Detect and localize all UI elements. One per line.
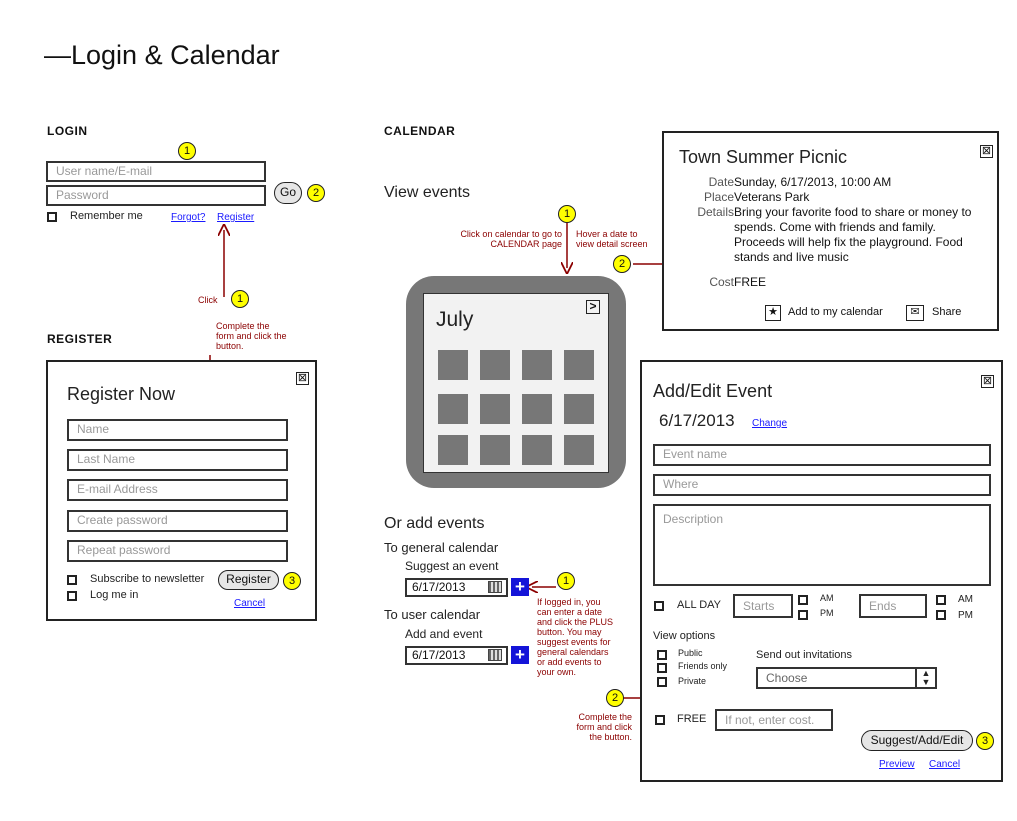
change-date-link[interactable]: Change [752, 418, 788, 429]
calendar-day-cell[interactable] [564, 350, 594, 380]
subscribe-checkbox[interactable] [67, 575, 77, 585]
email-input[interactable]: E-mail Address [67, 479, 288, 501]
view-events-heading: View events [384, 184, 470, 201]
register-close-icon[interactable]: ⊠ [297, 372, 308, 384]
register-title: Register Now [67, 384, 176, 404]
register-panel [46, 360, 317, 621]
add-edit-close-icon[interactable]: ⊠ [982, 375, 993, 387]
login-badge-2: 2 [307, 184, 325, 202]
name-input[interactable]: Name [67, 419, 288, 441]
subscribe-label: Subscribe to newsletter [90, 573, 205, 585]
submit-badge: 3 [976, 732, 994, 750]
password-input[interactable]: Password [46, 185, 266, 206]
calendar-day-cell[interactable] [438, 350, 468, 380]
add-event-label: Add and event [405, 627, 483, 641]
register-section-label: REGISTER [47, 332, 113, 346]
add-edit-title: Add/Edit Event [653, 381, 773, 401]
calendar-month: July [436, 308, 474, 331]
log-me-in-checkbox[interactable] [67, 591, 77, 601]
cost-label: Cost [709, 275, 734, 289]
calendar-day-cell[interactable] [564, 394, 594, 424]
login-badge-1: 1 [178, 142, 196, 160]
hover-note: Hover a date to view detail screen [576, 229, 648, 249]
details-label: Details [697, 205, 734, 219]
private-checkbox[interactable] [657, 677, 667, 687]
calendar-click-note: Click on calendar to go to CALENDAR page [460, 229, 562, 249]
register-cancel-link[interactable]: Cancel [234, 598, 266, 609]
envelope-icon[interactable]: ✉ [906, 305, 924, 321]
log-me-in-label: Log me in [90, 589, 139, 601]
details-value: Bring your favorite food to share or money to spends. Come with friends and family. Proceeds will help fix the playground. Food stands and live music [734, 205, 972, 264]
suggest-add-edit-button[interactable]: Suggest/Add/Edit [861, 730, 973, 751]
share-label[interactable]: Share [932, 306, 962, 318]
calendar-picker-icon[interactable] [488, 649, 502, 661]
start-pm-label: PM [820, 608, 834, 618]
event-date: 6/17/2013 [659, 411, 735, 430]
cost-input[interactable]: If not, enter cost. [715, 709, 833, 731]
send-invitations-label: Send out invitations [756, 649, 853, 661]
free-label: FREE [677, 713, 707, 725]
where-input[interactable]: Where [653, 474, 991, 496]
end-pm-label: PM [958, 610, 973, 621]
register-button[interactable]: Register [218, 570, 279, 590]
user-date-input[interactable]: 6/17/2013 [405, 646, 508, 665]
calendar-section-label: CALENDAR [384, 124, 456, 138]
plus-badge: 1 [557, 572, 575, 590]
register-link[interactable]: Register [217, 212, 255, 223]
page-title: —Login & Calendar [44, 40, 280, 70]
calendar-day-cell[interactable] [522, 350, 552, 380]
calendar-day-cell[interactable] [522, 394, 552, 424]
calendar-day-cell[interactable] [480, 394, 510, 424]
go-button[interactable]: Go [274, 182, 302, 204]
event-close-icon[interactable]: ⊠ [981, 145, 992, 157]
or-add-events-heading: Or add events [384, 515, 485, 532]
event-title: Town Summer Picnic [679, 147, 848, 167]
click-badge: 1 [231, 290, 249, 308]
suggest-date-input[interactable]: 6/17/2013 [405, 578, 508, 597]
invitations-select[interactable] [756, 667, 937, 689]
calendar-badge-1: 1 [558, 205, 576, 223]
calendar-day-cell[interactable] [438, 435, 468, 465]
remember-me-label: Remember me [70, 210, 143, 222]
public-checkbox[interactable] [657, 650, 667, 660]
form-note: Complete the form and click the button. [576, 712, 632, 742]
end-am-label: AM [958, 594, 973, 605]
calendar-widget[interactable] [406, 276, 626, 488]
end-pm-checkbox[interactable] [936, 610, 946, 620]
calendar-day-cell[interactable] [438, 394, 468, 424]
last-name-input[interactable]: Last Name [67, 449, 288, 471]
plus-note: If logged in, you can enter a date and click the PLUS button. You may suggest events for general calendars or add events to your own. [537, 597, 614, 677]
general-calendar-label: To general calendar [384, 540, 499, 555]
forgot-link[interactable]: Forgot? [171, 212, 206, 223]
click-note: Click [198, 295, 218, 305]
dash-mark: — [44, 40, 71, 70]
create-password-input[interactable]: Create password [67, 510, 288, 532]
start-am-checkbox[interactable] [798, 595, 808, 605]
user-calendar-label: To user calendar [384, 607, 481, 622]
friends-only-checkbox[interactable] [657, 663, 667, 673]
user-plus-button[interactable]: + [511, 646, 529, 664]
friends-only-label: Friends only [678, 661, 728, 671]
all-day-label: ALL DAY [677, 599, 722, 611]
form-badge: 2 [606, 689, 624, 707]
calendar-day-cell[interactable] [522, 435, 552, 465]
select-value: Choose [766, 671, 808, 685]
add-edit-panel [640, 360, 1003, 782]
calendar-day-cell[interactable] [480, 435, 510, 465]
starts-input[interactable]: Starts [733, 594, 793, 618]
repeat-password-input[interactable]: Repeat password [67, 540, 288, 562]
description-textarea[interactable]: Description [653, 504, 991, 586]
date-label: Date [708, 175, 734, 189]
select-arrows-icon[interactable]: ▲ ▼ [915, 669, 935, 687]
all-day-checkbox[interactable] [654, 601, 664, 611]
login-section-label: LOGIN [47, 124, 88, 138]
calendar-day-cell[interactable] [480, 350, 510, 380]
end-am-checkbox[interactable] [936, 595, 946, 605]
username-input[interactable]: User name/E-mail [46, 161, 266, 182]
preview-link[interactable]: Preview [879, 759, 915, 770]
complete-note: Complete the form and click the button. [216, 321, 287, 351]
calendar-next-icon[interactable]: > [586, 300, 600, 314]
start-am-label: AM [820, 593, 834, 603]
calendar-face[interactable] [423, 293, 609, 473]
event-name-input[interactable]: Event name [653, 444, 991, 466]
place-value: Veterans Park [734, 190, 810, 204]
view-options-label: View options [653, 630, 716, 642]
private-label: Private [678, 676, 707, 686]
calendar-picker-icon[interactable] [488, 581, 502, 593]
register-badge: 3 [283, 572, 301, 590]
place-label: Place [703, 190, 734, 204]
cost-value: FREE [734, 275, 767, 289]
ends-input[interactable]: Ends [859, 594, 927, 618]
free-checkbox[interactable] [655, 715, 665, 725]
date-value: Sunday, 6/17/2013, 10:00 AM [734, 175, 892, 189]
calendar-badge-2: 2 [613, 255, 631, 273]
public-label: Public [678, 648, 703, 658]
start-pm-checkbox[interactable] [798, 610, 808, 620]
suggest-plus-button[interactable]: + [511, 578, 529, 596]
add-edit-cancel-link[interactable]: Cancel [929, 759, 961, 770]
star-icon[interactable]: ★ [765, 305, 781, 321]
add-to-calendar-label[interactable]: Add to my calendar [788, 306, 883, 318]
calendar-day-cell[interactable] [564, 435, 594, 465]
suggest-event-label: Suggest an event [405, 559, 499, 573]
event-detail-panel [662, 131, 999, 331]
